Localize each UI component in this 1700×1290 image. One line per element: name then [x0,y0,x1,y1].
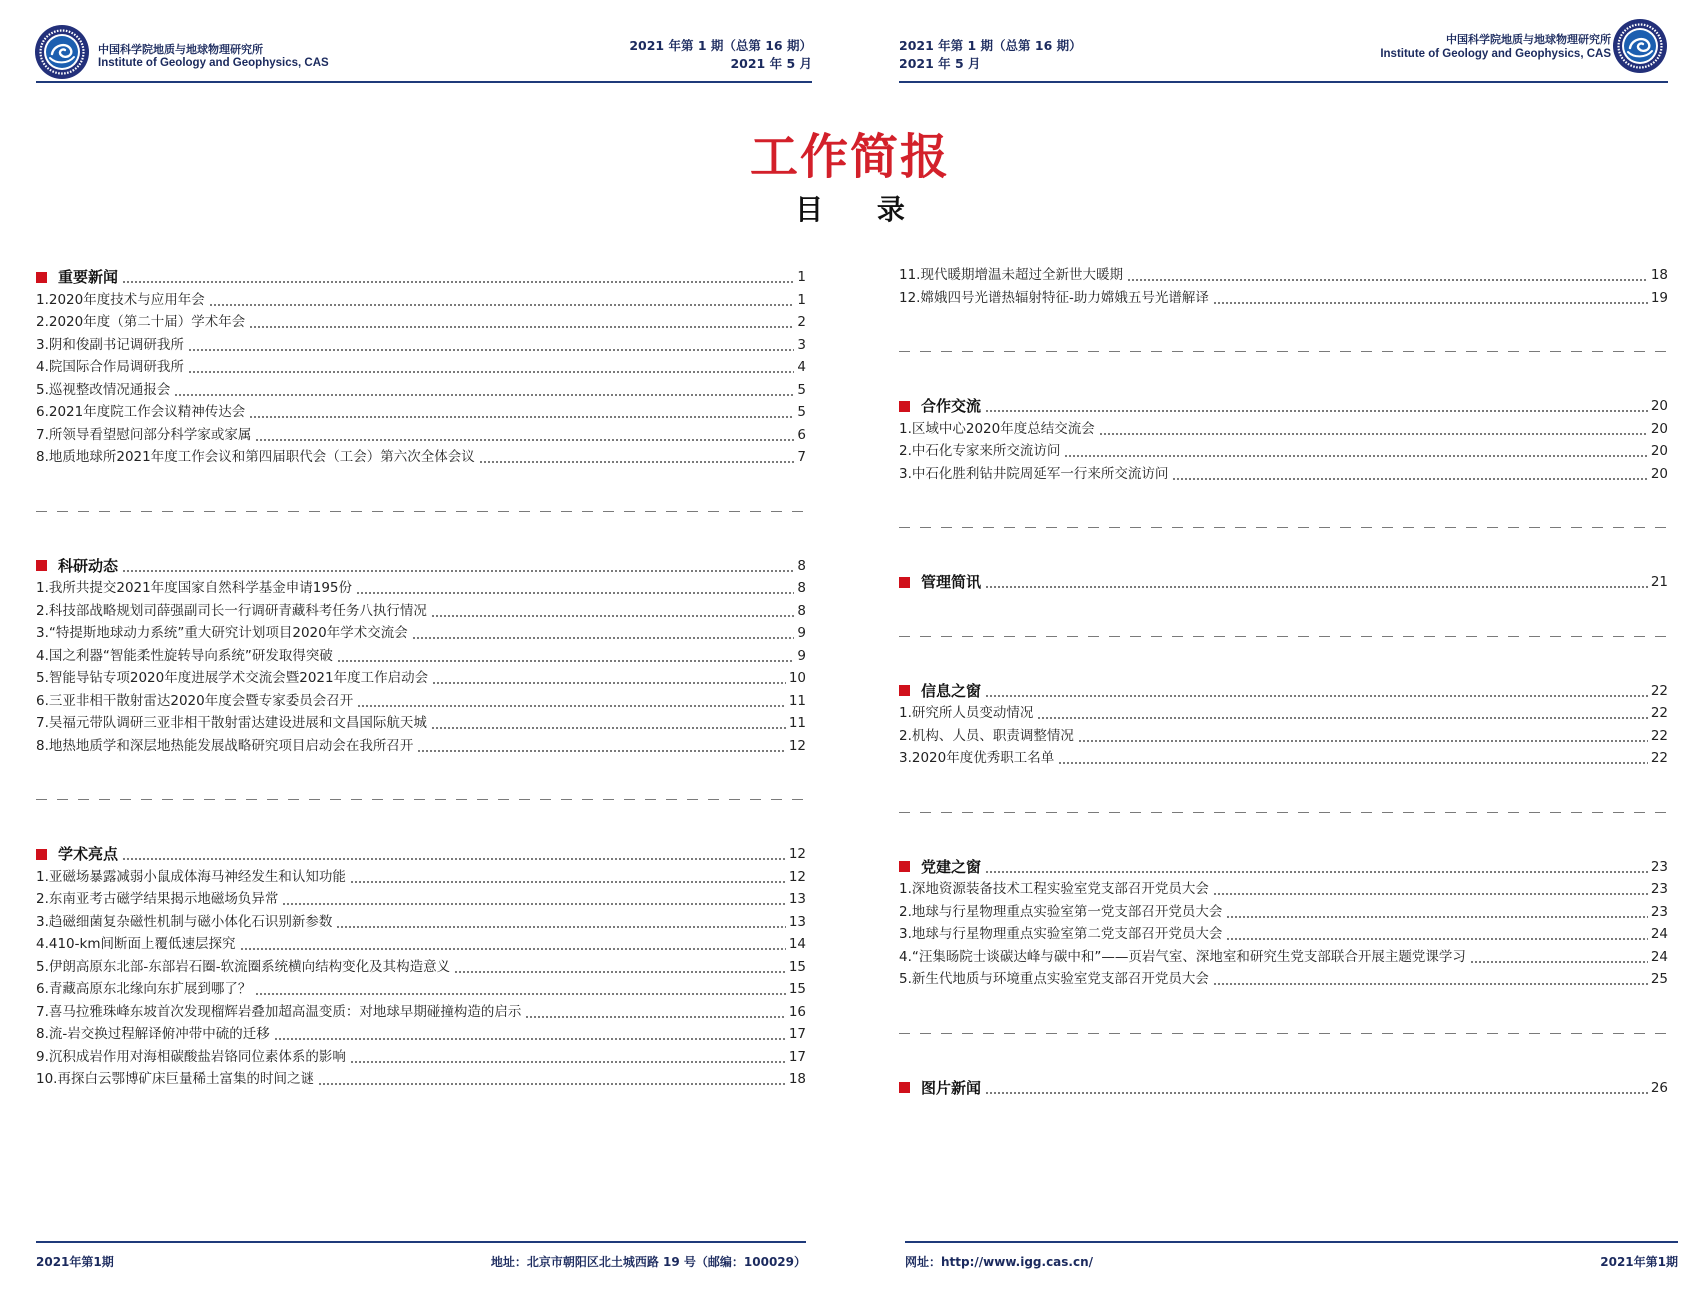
entry-title: 8.地热地质学和深层地热能发展战略研究项目启动会在我所召开 [36,737,414,754]
page-title: 工作简报 [749,129,950,185]
section-divider [899,1033,1668,1034]
dot-leader [1099,418,1648,440]
entry-title: 6.青藏高原东北缘向东扩展到哪了？ [36,981,252,997]
dot-leader [255,424,794,446]
dot-leader [985,395,1648,417]
toc-entry [899,747,1668,770]
entry-title: 1.区域中心2020年度总结交流会 [899,420,1095,437]
toc-entry [899,287,1668,310]
institute-logo [34,24,90,80]
red-square-bullet-icon [36,849,47,860]
red-square-bullet-icon [899,401,910,412]
dot-leader [525,1001,785,1023]
section-divider [899,351,1668,352]
red-square-bullet-icon [899,861,910,872]
page-number: 1 [797,291,806,308]
entry-title: 2.科技部战略规划司薛强副司长一行调研青藏科考任务八执行情况 [36,602,427,619]
dot-leader [985,856,1648,878]
org-name-en-right: Institute of Geology and Geophysics, CAS [1380,48,1611,60]
toc-entry [899,878,1668,901]
toc-right-column [899,264,1668,1099]
dot-leader [1037,702,1647,724]
section-divider [36,799,806,800]
page-number: 11 [788,715,806,731]
entry-title: 8.流-岩交换过程解译俯冲带中硫的迁移 [36,1026,270,1042]
entry-title: 1.我所共提交2021年度国家自然科学基金申请195份 [36,580,353,596]
page-number: 15 [788,958,806,975]
page-number: 17 [788,1048,806,1065]
dot-leader [1058,747,1648,769]
toc-heading: 目 录 [795,193,927,226]
toc-entry [36,712,806,735]
toc-entry [899,901,1668,924]
dot-leader [174,379,794,401]
page-number: 7 [797,449,806,465]
entry-title: 5.巡视整改情况通报会 [36,381,171,398]
org-name-en: Institute of Geology and Geophysics, CAS [98,57,329,69]
toc-entry [899,968,1668,991]
dot-leader [356,577,794,599]
page-number: 22 [1650,750,1668,766]
section-divider [899,636,1668,637]
dot-leader [188,334,795,356]
dot-leader [209,289,795,311]
red-square-bullet-icon [36,560,47,571]
toc-entry [36,645,806,668]
toc-entry [36,577,806,600]
section-title: 管理简讯 [921,573,982,591]
toc-section-heading [36,266,806,289]
toc-entry [36,1001,806,1024]
toc-entry [899,946,1668,969]
entry-title: 1.亚磁场暴露减弱小鼠成体海马神经发生和认知功能 [36,868,346,885]
entry-title: 4.410-km间断面上覆低速层探究 [36,936,236,952]
entry-title: 4.“汪集旸院士谈碳达峰与碳中和”——页岩气室、深地室和研究生党支部联合开展主题党课学习 [899,948,1466,965]
entry-title: 7.喜马拉雅珠峰东坡首次发现榴辉岩叠加超高温变质：对地球早期碰撞构造的启示 [36,1003,522,1020]
toc-entry [36,933,806,956]
toc-entry [899,725,1668,748]
section-title: 重要新闻 [58,268,119,286]
entry-title: 1.研究所人员变动情况 [899,705,1034,721]
org-name-cn: 中国科学院地质与地球物理研究所 [98,43,263,56]
footer-address: 地址：北京市朝阳区北土城西路 19 号（邮编：100029） [490,1255,806,1269]
toc-entry [36,356,806,379]
dot-leader [240,933,786,955]
dot-leader [274,1023,786,1045]
toc-entry [36,622,806,645]
dot-leader [1172,463,1647,485]
dot-leader [985,1077,1648,1099]
page-number: 10 [788,670,806,686]
entry-title: 3.“特提斯地球动力系统”重大研究计划项目2020年学术交流会 [36,625,408,641]
entry-title: 2.2020年度（第二十届）学术年会 [36,314,246,330]
page-number: 5 [797,381,806,398]
toc-section-heading [36,843,806,866]
section-title: 合作交流 [921,397,982,415]
page-number: 24 [1650,926,1668,942]
dot-leader [412,622,795,644]
page-number: 20 [1650,465,1668,482]
entry-title: 4.院国际合作局调研我所 [36,359,184,375]
page-number: 12 [788,846,806,862]
dot-leader [249,311,794,333]
issue-number-right: 2021 年第 1 期（总第 16 期） [899,38,1082,53]
page-number: 8 [797,580,806,596]
toc-entry [899,702,1668,725]
page-number: 18 [1650,267,1668,283]
page-number: 26 [1650,1079,1668,1096]
dot-leader [255,978,785,1000]
institute-logo-right [1612,18,1668,74]
toc-entry [36,690,806,713]
entry-title: 3.2020年度优秀职工名单 [899,750,1055,766]
section-divider [899,812,1668,813]
dot-leader [282,888,785,910]
page-number: 15 [788,981,806,997]
entry-title: 1.2020年度技术与应用年会 [36,291,205,308]
red-square-bullet-icon [36,272,47,283]
page-number: 12 [788,737,806,754]
entry-title: 3.地球与行星物理重点实验室第二党支部召开党员大会 [899,926,1223,942]
toc-entry [899,418,1668,441]
dot-leader [417,735,785,757]
entry-title: 12.嫦娥四号光谱热辐射特征-助力嫦娥五号光谱解译 [899,289,1209,306]
page-number: 20 [1650,398,1668,414]
page-number: 8 [797,602,806,619]
dot-leader [336,911,785,933]
page-number: 14 [788,936,806,952]
dot-leader [1213,878,1648,900]
toc-entry [899,440,1668,463]
page-number: 22 [1650,705,1668,721]
entry-title: 3.阴和俊副书记调研我所 [36,336,184,353]
toc-section-heading [36,555,806,578]
page-number: 23 [1650,858,1668,875]
dot-leader [249,401,794,423]
toc-entry [36,1046,806,1069]
header-rule-left [36,81,812,83]
page-number: 18 [788,1071,806,1087]
toc-entry [36,667,806,690]
entry-title: 3.趋磁细菌复杂磁性机制与磁小体化石识别新参数 [36,913,333,930]
toc-entry [36,446,806,469]
issue-date-right: 2021 年 5 月 [899,56,981,71]
page-number: 6 [797,426,806,443]
page-number: 8 [797,557,806,574]
page-number: 5 [797,404,806,420]
issue-date: 2021 年 5 月 [730,56,812,71]
toc-entry [36,401,806,424]
dot-leader [318,1068,786,1090]
toc-section-heading [899,1077,1668,1100]
footer-rule-left [36,1241,806,1243]
dot-leader [337,645,795,667]
red-square-bullet-icon [899,577,910,588]
page-number: 25 [1650,971,1668,987]
page-number: 11 [788,692,806,709]
entry-title: 7.所领导看望慰问部分科学家或家属 [36,426,252,443]
page-number: 13 [788,913,806,930]
entry-title: 2.地球与行星物理重点实验室第一党支部召开党员大会 [899,903,1223,920]
page-number: 21 [1650,574,1668,590]
org-name-cn-right: 中国科学院地质与地球物理研究所 [1446,33,1611,46]
toc-entry [36,334,806,357]
red-square-bullet-icon [899,1082,910,1093]
toc-section-heading [899,680,1668,703]
page-number: 9 [797,625,806,641]
dot-leader [479,446,795,468]
toc-entry [36,600,806,623]
page-number: 20 [1650,420,1668,437]
footer-rule-right [905,1241,1678,1243]
section-title: 信息之窗 [921,681,982,700]
dot-leader [1213,287,1648,309]
entry-title: 5.智能导钻专项2020年度进展学术交流会暨2021年度工作启动会 [36,670,429,686]
page-number: 24 [1650,948,1668,965]
page-number: 1 [797,269,806,285]
entry-title: 2.机构、人员、职责调整情况 [899,727,1074,744]
toc-entry [36,1023,806,1046]
entry-title: 7.吴福元带队调研三亚非相干散射雷达建设进展和文昌国际航天城 [36,715,427,731]
dot-leader [1470,946,1648,968]
entry-title: 2.中石化专家来所交流访问 [899,443,1061,459]
toc-entry [36,311,806,334]
page-number: 22 [1650,727,1668,744]
entry-title: 6.三亚非相干散射雷达2020年度会暨专家委员会召开 [36,692,354,709]
toc-section-heading [899,856,1668,879]
toc-entry [36,1068,806,1091]
dot-leader [122,843,786,865]
toc-entry [899,923,1668,946]
entry-title: 10.再探白云鄂博矿床巨量稀土富集的时间之谜 [36,1071,314,1087]
page-number: 3 [797,336,806,353]
page-number: 23 [1650,903,1668,920]
page-number: 12 [788,868,806,885]
dot-leader [431,600,795,622]
dot-leader [122,266,794,288]
section-title: 图片新闻 [921,1078,982,1097]
toc-section-heading [899,571,1668,594]
toc-entry [899,264,1668,287]
page-number: 9 [797,647,806,664]
dot-leader [357,690,786,712]
entry-title: 5.新生代地质与环境重点实验室党支部召开党员大会 [899,971,1209,987]
toc-entry [899,463,1668,486]
dot-leader [985,680,1648,702]
section-title: 科研动态 [58,556,119,575]
entry-title: 5.伊朗高原东北部-东部岩石圈-软流圈系统横向结构变化及其构造意义 [36,958,451,975]
page-number: 4 [797,359,806,375]
entry-title: 4.国之利器“智能柔性旋转导向系统”研发取得突破 [36,647,333,664]
red-square-bullet-icon [899,685,910,696]
dot-leader [122,555,794,577]
page-number: 22 [1650,682,1668,699]
toc-entry [36,379,806,402]
dot-leader [431,712,786,734]
toc-entry [36,735,806,758]
section-divider [36,511,806,512]
dot-leader [985,571,1648,593]
toc-entry [36,888,806,911]
footer-issue-left: 2021年第1期 [36,1255,114,1269]
dot-leader [1226,923,1647,945]
footer-website: 网址：http://www.igg.cas.cn/ [905,1255,1094,1269]
dot-leader [1078,725,1648,747]
header-rule-right [899,81,1668,83]
toc-entry [36,424,806,447]
entry-title: 11.现代暖期增温未超过全新世大暖期 [899,267,1123,283]
page-number: 19 [1650,289,1668,306]
dot-leader [454,956,786,978]
entry-title: 6.2021年度院工作会议精神传达会 [36,404,246,420]
dot-leader [1226,901,1647,923]
page-number: 20 [1650,443,1668,459]
toc-entry [36,866,806,889]
dot-leader [432,667,786,689]
dot-leader [350,866,786,888]
entry-title: 3.中石化胜利钻井院周延军一行来所交流访问 [899,465,1169,482]
toc-entry [36,911,806,934]
toc-entry [36,956,806,979]
page-number: 13 [788,891,806,907]
section-divider [899,527,1668,528]
toc-section-heading [899,395,1668,418]
issue-number: 2021 年第 1 期（总第 16 期） [629,38,812,53]
toc-entry [36,978,806,1001]
page-number: 23 [1650,881,1668,897]
page-number: 17 [788,1026,806,1042]
toc-left-column [36,266,806,1091]
entry-title: 9.沉积成岩作用对海相碳酸盐岩铬同位素体系的影响 [36,1048,346,1065]
page-number: 16 [788,1003,806,1020]
entry-title: 2.东南亚考古磁学结果揭示地磁场负异常 [36,891,279,907]
entry-title: 1.深地资源装备技术工程实验室党支部召开党员大会 [899,881,1209,897]
footer-issue-right: 2021年第1期 [1600,1255,1678,1269]
section-title: 学术亮点 [58,845,119,863]
dot-leader [1213,968,1648,990]
dot-leader [350,1046,786,1068]
page-number: 2 [797,314,806,330]
dot-leader [1127,264,1648,286]
toc-entry [36,289,806,312]
dot-leader [188,356,795,378]
section-title: 党建之窗 [921,857,982,876]
dot-leader [1064,440,1647,462]
entry-title: 8.地质地球所2021年度工作会议和第四届职代会（工会）第六次全体会议 [36,449,475,465]
